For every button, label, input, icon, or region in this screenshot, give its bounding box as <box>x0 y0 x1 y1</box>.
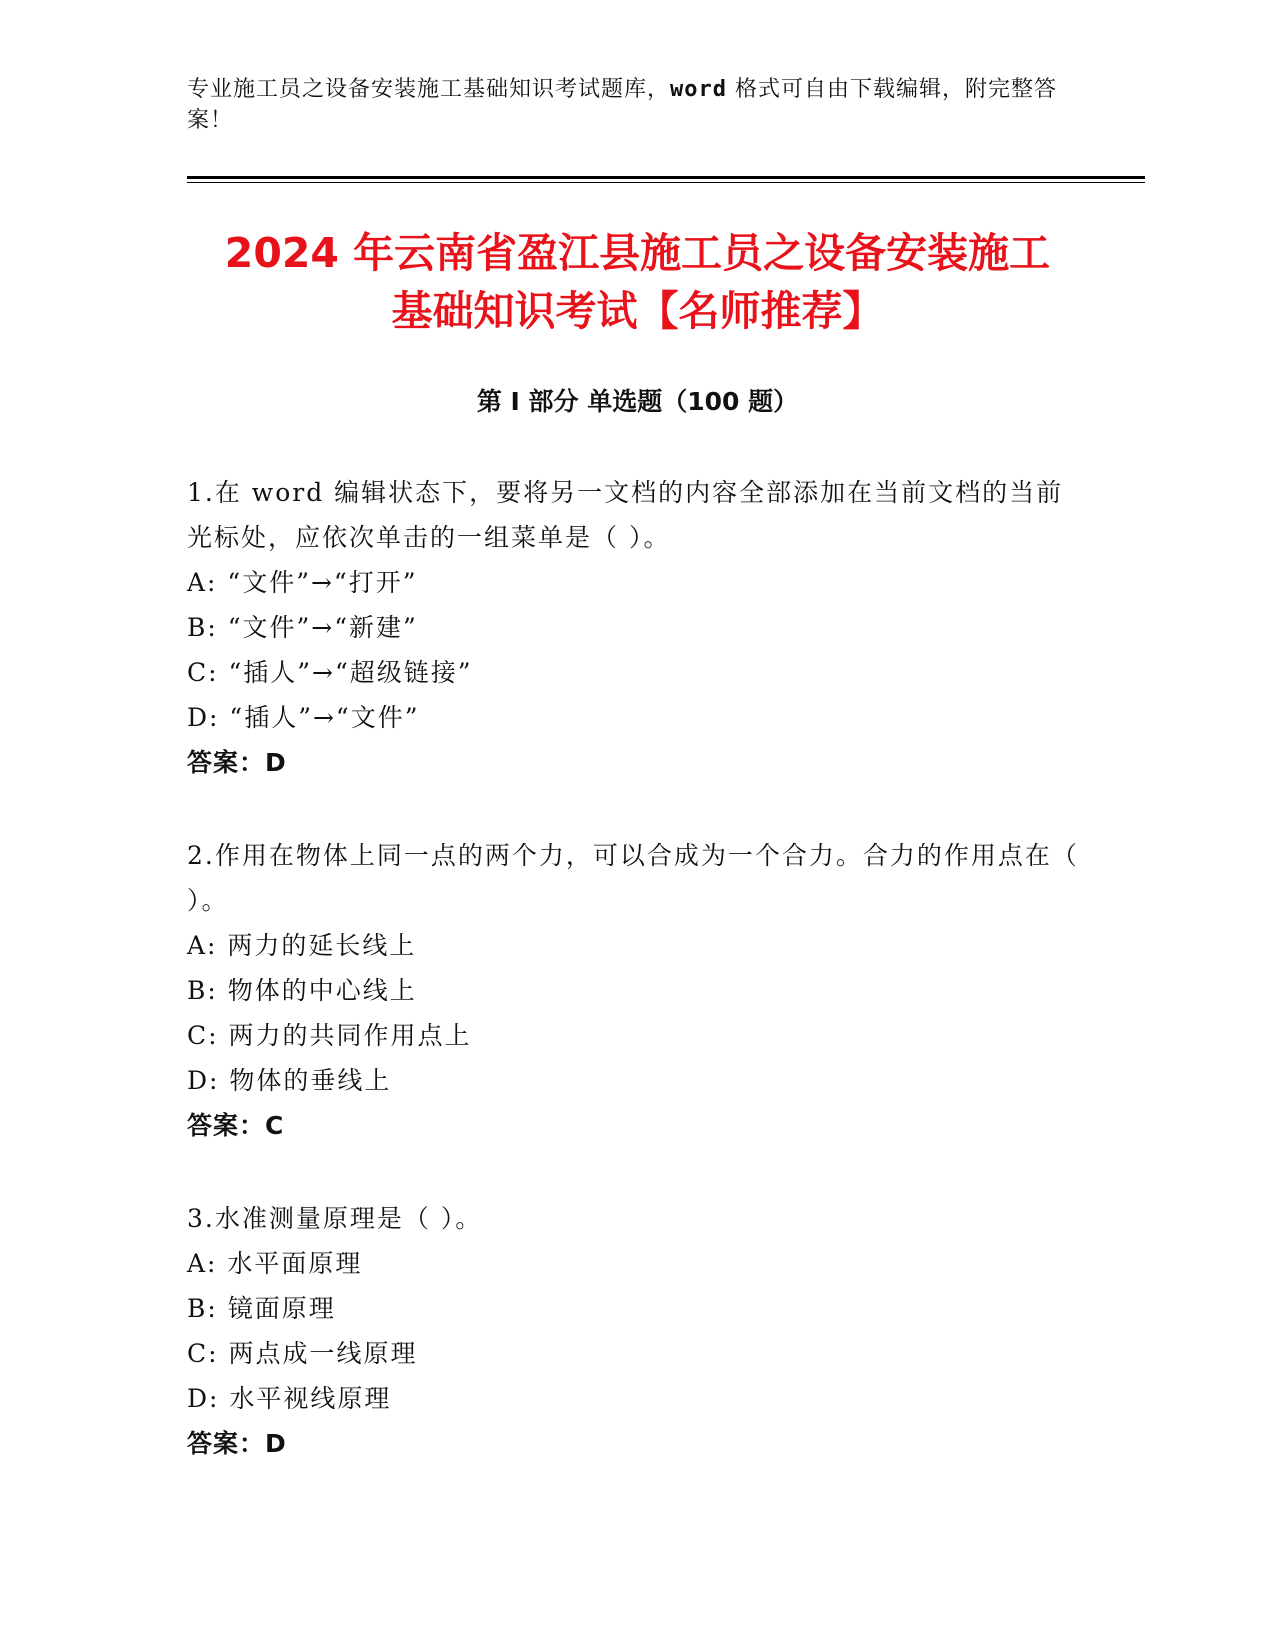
header-note-word: word <box>670 77 727 102</box>
header-divider-thin <box>187 182 1145 183</box>
question-2 <box>187 833 1087 1148</box>
title-line-1: 2024 年云南省盈江县施工员之设备安装施工 <box>224 229 1051 277</box>
question-stem: 3.水准测量原理是（ ）。 <box>187 1204 483 1233</box>
option-d: D: “插人”→“文件” <box>187 703 420 732</box>
header-note-text-1: 专业施工员之设备安装施工基础知识考试题库， <box>187 77 671 102</box>
question-1 <box>187 470 1087 785</box>
question-stem: 2.作用在物体上同一点的两个力，可以合成为一个合力。合力的作用点在（ ）。 <box>187 841 1079 915</box>
option-a: A: “文件”→“打开” <box>187 568 418 597</box>
header-note <box>187 74 1067 136</box>
option-c: C: “插人”→“超级链接” <box>187 658 473 687</box>
answer: 答案：C <box>187 1111 285 1140</box>
option-b: B: 镜面原理 <box>187 1294 336 1323</box>
answer: 答案：D <box>187 748 287 777</box>
header-note-text-2: 格式可自由下载编辑，附完整答案！ <box>187 77 1057 133</box>
option-a: A: 水平面原理 <box>187 1249 363 1278</box>
option-b: B: 物体的中心线上 <box>187 976 417 1005</box>
option-b: B: “文件”→“新建” <box>187 613 418 642</box>
option-d: D: 物体的垂线上 <box>187 1066 392 1095</box>
section-heading: 第 I 部分 单选题（100 题） <box>476 387 799 416</box>
option-d: D: 水平视线原理 <box>187 1384 392 1413</box>
answer: 答案：D <box>187 1429 287 1458</box>
option-a: A: 两力的延长线上 <box>187 931 417 960</box>
title-line-2: 基础知识考试【名师推荐】 <box>391 287 884 335</box>
document-title <box>150 224 1125 340</box>
header-divider-thick <box>187 176 1145 179</box>
question-3 <box>187 1196 1087 1466</box>
option-c: C: 两点成一线原理 <box>187 1339 418 1368</box>
question-stem: 1.在 word 编辑状态下，要将另一文档的内容全部添加在当前文档的当前光标处，应依次单击的一组菜单是（ ）。 <box>187 478 1064 552</box>
option-c: C: 两力的共同作用点上 <box>187 1021 472 1050</box>
